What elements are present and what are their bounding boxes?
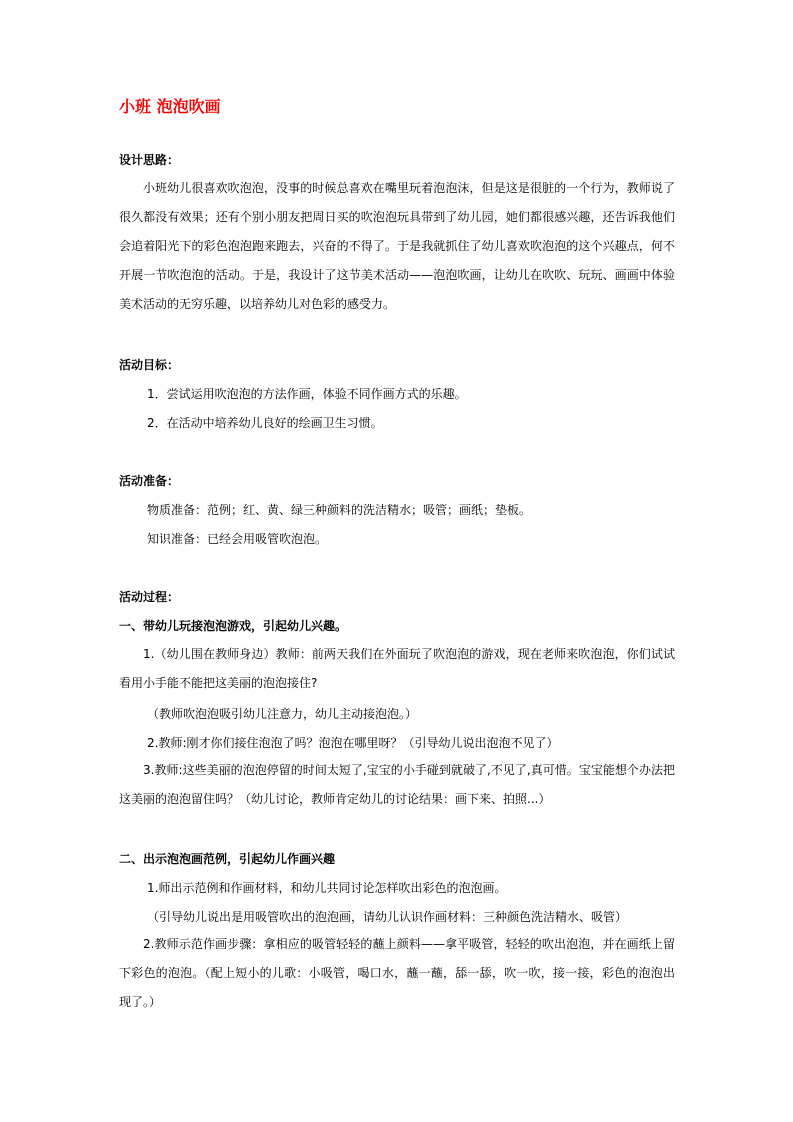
process-heading: 活动过程： — [119, 590, 180, 604]
section1-heading: 一、带幼儿玩接泡泡游戏，引起幼儿兴趣。 — [119, 619, 348, 633]
section1-step1: 1.（幼儿围在教师身边）教师：前两天我们在外面玩了吹泡泡的游戏，现在老师来吹泡泡，你们试试看用小手能不能把这美丽的泡泡接住? — [119, 647, 675, 690]
section2-heading: 二、出示泡泡画范例，引起幼儿作画兴趣 — [119, 852, 336, 866]
prep-item-2: 知识准备：已经会用吸管吹泡泡。 — [147, 532, 328, 546]
section1-step2: 2.教师:刚才你们接住泡泡了吗？泡泡在哪里呀？（引导幼儿说出泡泡不见了） — [147, 736, 559, 750]
goal-item-2: 2．在活动中培养幼儿良好的绘画卫生习惯。 — [147, 416, 383, 430]
prep-heading: 活动准备： — [119, 474, 180, 488]
goals-heading: 活动目标： — [119, 358, 180, 372]
goal-item-1: 1．尝试运用吹泡泡的方法作画，体验不同作画方式的乐趣。 — [147, 387, 467, 401]
design-paragraph: 小班幼儿很喜欢吹泡泡，没事的时候总喜欢在嘴里玩着泡泡沫，但是这是很脏的一个行为，教师说了很久都没有效果；还有个别小朋友把周日买的吹泡泡玩具带到了幼儿园，她们都很感兴趣，还告诉我他们会追着阳光下的彩色泡泡跑来跑去，兴奋的不得了。于是我就抓住了幼儿喜欢吹泡泡的这个兴趣点，何不开展一节吹泡泡的活动。于是，我设计了这节美术活动——泡泡吹画，让幼儿在吹吹、玩玩、画画中体验美术活动的无穷乐趣，以培养幼儿对色彩的感受力。 — [119, 181, 675, 311]
section1-note1: （教师吹泡泡吸引幼儿注意力，幼儿主动接泡泡。） — [147, 707, 418, 721]
section2-step2: 2.教师示范作画步骤：拿相应的吸管轻轻的蘸上颜料——拿平吸管，轻轻的吹出泡泡，并在画纸上留下彩色的泡泡。（配上短小的儿歌：小吸管，喝口水，蘸一蘸，舔一舔，吹一吹，接一接，彩色的泡泡出现了。） — [119, 937, 675, 1009]
page-title: 小班 泡泡吹画 — [119, 97, 221, 116]
section2-step1: 1.师出示范例和作画材料，和幼儿共同讨论怎样吹出彩色的泡泡画。 — [147, 881, 507, 895]
section2-note1: （引导幼儿说出是用吸管吹出的泡泡画，请幼儿认识作画材料：三种颜色洗洁精水、吸管） — [147, 910, 628, 924]
design-heading: 设计思路： — [119, 153, 180, 167]
prep-item-1: 物质准备：范例；红、黄、绿三种颜料的洗洁精水；吸管；画纸；垫板。 — [147, 503, 532, 517]
section1-step3: 3.教师:这些美丽的泡泡停留的时间太短了,宝宝的小手碰到就破了,不见了,真可惜。宝宝能想个办法把这美丽的泡泡留住吗？（幼儿讨论，教师肯定幼儿的讨论结果：画下来、拍照...） — [119, 763, 675, 806]
